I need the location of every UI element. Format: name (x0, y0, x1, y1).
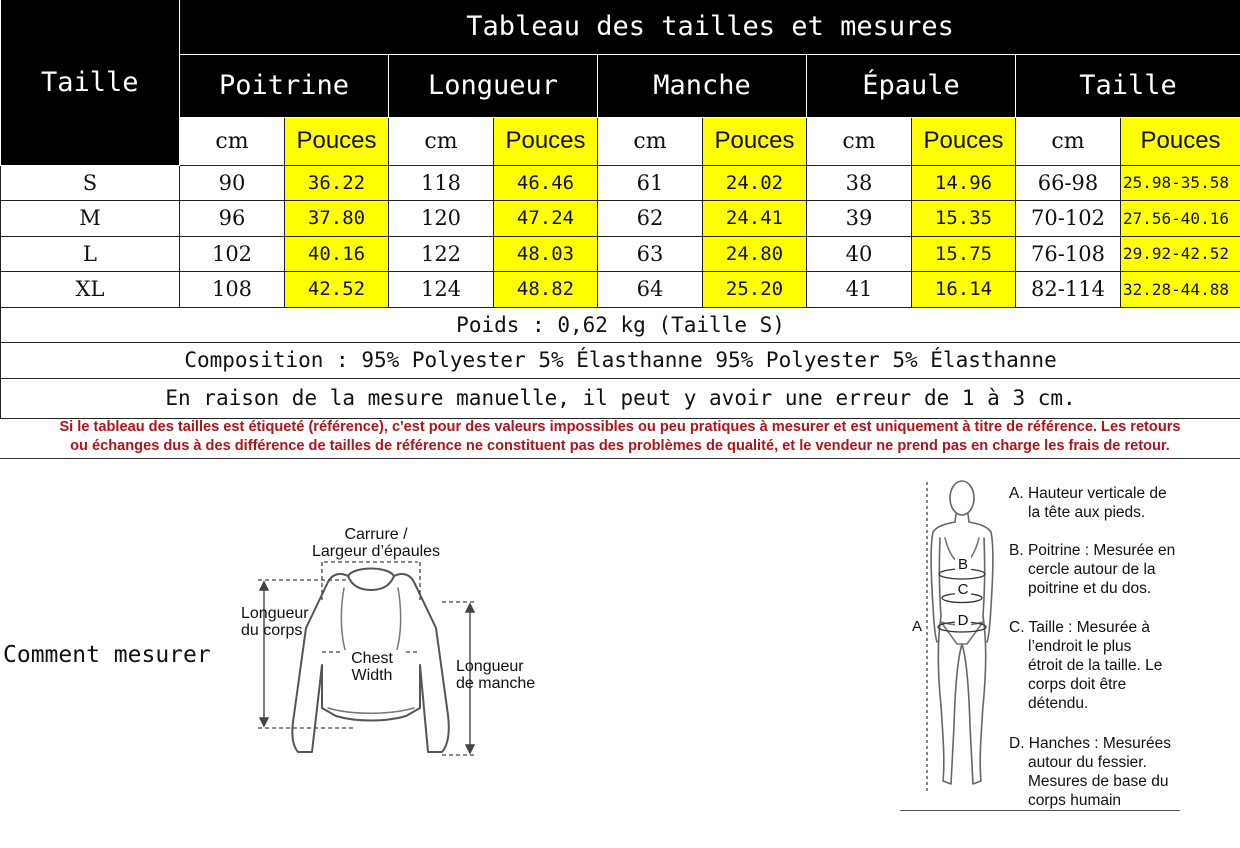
value-cell: 25.98-35.58 (1121, 165, 1240, 201)
value-cell: 96 (180, 201, 285, 237)
legend-line: autour du fessier. (1028, 754, 1147, 771)
notice-line: ou échanges dus à des différence de tailles de référence ne constituent pas des problèmes de qualité, et le vendeur ne prend pas en charge les frais de retour. (70, 438, 1170, 454)
value-cell: 82-114 (1016, 272, 1121, 308)
unit-header-cm: cm (598, 117, 703, 165)
value-cell: 47.24 (494, 201, 598, 237)
tolerance-row: En raison de la mesure manuelle, il peut y avoir une erreur de 1 à 3 cm. (1, 378, 1240, 418)
chest-width-label (340, 650, 404, 684)
legend-item-c (1009, 618, 1162, 713)
value-cell: 90 (180, 165, 285, 201)
divider (900, 810, 1180, 811)
legend-head: D. Hanches : Mesurées (1009, 735, 1171, 752)
value-cell: 108 (180, 272, 285, 308)
unit-header-inches: Pouces (285, 117, 389, 165)
value-cell: 16.14 (912, 272, 1016, 308)
legend-line: la tête aux pieds. (1028, 504, 1146, 521)
legend-line: poitrine et du dos. (1028, 580, 1152, 597)
size-cell: L (1, 236, 180, 272)
value-cell: 40.16 (285, 236, 389, 272)
value-cell: 15.75 (912, 236, 1016, 272)
value-cell: 70-102 (1016, 201, 1121, 237)
label-line: Longueur (456, 658, 524, 675)
value-cell: 14.96 (912, 165, 1016, 201)
value-cell: 66-98 (1016, 165, 1121, 201)
label-line: Longueur (241, 605, 309, 622)
unit-header-cm: cm (389, 117, 494, 165)
sleeve-length-label (456, 658, 535, 692)
divider (0, 458, 1240, 459)
weight-row: Poids : 0,62 kg (Taille S) (1, 307, 1240, 343)
composition-row: Composition : 95% Polyester 5% Élasthanne 95% Polyester 5% Élasthanne (1, 343, 1240, 379)
legend-line: Mesures de base du (1028, 773, 1169, 790)
marker-b: B (955, 556, 971, 573)
value-cell: 48.03 (494, 236, 598, 272)
value-cell: 24.41 (703, 201, 807, 237)
label-line: Carrure / (344, 526, 408, 543)
unit-header-inches: Pouces (494, 117, 598, 165)
value-cell: 124 (389, 272, 494, 308)
legend-line: corps humain (1028, 792, 1122, 809)
legend-item-b (1009, 541, 1175, 598)
size-chart-table (0, 0, 1240, 419)
unit-header-cm: cm (1016, 117, 1121, 165)
value-cell: 36.22 (285, 165, 389, 201)
value-cell: 76-108 (1016, 236, 1121, 272)
label-line: Width (351, 667, 393, 684)
value-cell: 39 (807, 201, 912, 237)
unit-header-cm: cm (180, 117, 285, 165)
value-cell: 40 (807, 236, 912, 272)
value-cell: 24.02 (703, 165, 807, 201)
table-title: Tableau des tailles et mesures (180, 0, 1240, 54)
legend-line: corps doit être (1028, 676, 1127, 693)
legend-item-d (1009, 734, 1171, 810)
value-cell: 102 (180, 236, 285, 272)
return-policy-notice (0, 418, 1240, 458)
unit-header-cm: cm (807, 117, 912, 165)
legend-line: étroit de la taille. Le (1028, 657, 1163, 674)
size-column-header: Taille (1, 0, 180, 165)
value-cell: 48.82 (494, 272, 598, 308)
value-cell: 118 (389, 165, 494, 201)
unit-header-inches: Pouces (912, 117, 1016, 165)
marker-d: D (955, 612, 971, 629)
value-cell: 122 (389, 236, 494, 272)
table-row (1, 165, 1240, 201)
sweater-neck (348, 569, 394, 577)
group-header-sleeve: Manche (598, 54, 807, 117)
legend-head: A. Hauteur verticale de (1009, 485, 1167, 502)
label-line: du corps (241, 622, 303, 639)
size-cell: M (1, 201, 180, 237)
notice-line: Si le tableau des tailles est étiqueté (référence), c'est pour des valeurs impossibles ou peu pratiques à mesurer et est uniquement à titre de référence. Les retours (59, 419, 1181, 435)
legend-head: C. Taille : Mesurée à (1009, 619, 1150, 636)
value-cell: 64 (598, 272, 703, 308)
value-cell: 15.35 (912, 201, 1016, 237)
body-length-label (241, 605, 309, 639)
group-header-length: Longueur (389, 54, 598, 117)
unit-header-inches: Pouces (1121, 117, 1240, 165)
group-header-shoulder: Épaule (807, 54, 1016, 117)
value-cell: 38 (807, 165, 912, 201)
legend-head: B. Poitrine : Mesurée en (1009, 542, 1176, 559)
value-cell: 25.20 (703, 272, 807, 308)
value-cell: 62 (598, 201, 703, 237)
value-cell: 24.80 (703, 236, 807, 272)
value-cell: 63 (598, 236, 703, 272)
body-measurement-figure (905, 476, 1005, 798)
marker-a: A (909, 618, 925, 635)
figure-head (950, 481, 974, 515)
label-line: de manche (456, 675, 536, 692)
value-cell: 27.56-40.16 (1121, 201, 1240, 237)
table-row (1, 201, 1240, 237)
legend-line: détendu. (1028, 695, 1089, 712)
size-cell: S (1, 165, 180, 201)
value-cell: 41 (807, 272, 912, 308)
marker-c: C (955, 581, 971, 598)
label-line: Largeur d’épaules (311, 543, 441, 560)
value-cell: 120 (389, 201, 494, 237)
value-cell: 29.92-42.52 (1121, 236, 1240, 272)
table-row (1, 272, 1240, 308)
unit-header-inches: Pouces (703, 117, 807, 165)
legend-line: cercle autour de la (1028, 561, 1156, 578)
size-cell: XL (1, 272, 180, 308)
legend-line: l’endroit le plus (1028, 638, 1132, 655)
value-cell: 32.28-44.88 (1121, 272, 1240, 308)
value-cell: 46.46 (494, 165, 598, 201)
group-header-chest: Poitrine (180, 54, 389, 117)
value-cell: 37.80 (285, 201, 389, 237)
shoulder-width-label (306, 526, 446, 560)
figure-body-outline (931, 514, 993, 784)
legend-item-a (1009, 484, 1167, 522)
value-cell: 61 (598, 165, 703, 201)
how-to-measure-label: Comment mesurer (3, 642, 211, 668)
group-header-waist: Taille (1016, 54, 1240, 117)
value-cell: 42.52 (285, 272, 389, 308)
table-row (1, 236, 1240, 272)
label-line: Chest (351, 650, 393, 667)
